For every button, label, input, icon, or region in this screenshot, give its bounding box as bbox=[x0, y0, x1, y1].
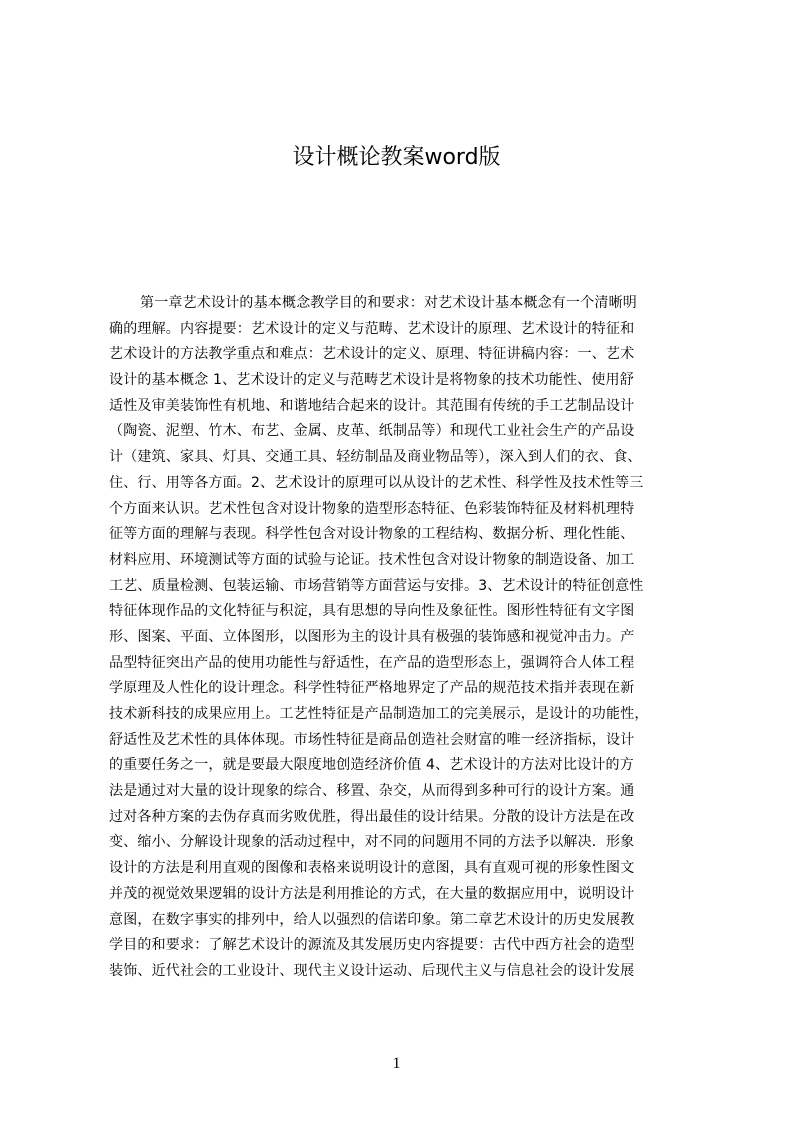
paragraph-line: 第一章艺术设计的基本概念教学目的和要求：对艺术设计基本概念有一个清晰明 bbox=[140, 295, 637, 311]
paragraph-line: 变、缩小、分解设计现象的活动过程中，对不同的问题用不同的方法予以解决．形象 bbox=[109, 834, 635, 851]
paragraph-line: 确的理解。内容提要：艺术设计的定义与范畴、艺术设计的原理、艺术设计的特征和 bbox=[109, 320, 635, 337]
document-body bbox=[109, 291, 699, 985]
paragraph-line: （陶瓷、泥塑、竹木、布艺、金属、皮革、纸制品等）和现代工业社会生产的产品设 bbox=[109, 423, 635, 440]
paragraph-line: 舒适性及艺术性的具体体现。市场性特征是商品创造社会财富的唯一经济指标，设计 bbox=[109, 731, 635, 748]
paragraph-line: 装饰、近代社会的工业设计、现代主义设计运动、后现代主义与信息社会的设计发展 bbox=[109, 962, 635, 979]
document-title: 设计概论教案word版 bbox=[292, 145, 501, 170]
paragraph-line: 设计的基本概念 1、艺术设计的定义与范畴艺术设计是将物象的技术功能性、使用舒 bbox=[109, 372, 634, 389]
paragraph-line: 个方面来认识。艺术性包含对设计物象的造型形态特征、色彩装饰特征及材料机理特 bbox=[109, 500, 635, 517]
paragraph-line: 并茂的视觉效果逻辑的设计方法是利用推论的方式，在大量的数据应用中，说明设计 bbox=[109, 885, 635, 902]
paragraph-line: 征等方面的理解与表现。科学性包含对设计物象的工程结构、数据分析、理化性能、 bbox=[109, 526, 635, 543]
paragraph-line: 计（建筑、家具、灯具、交通工具、轻纺制品及商业物品等），深入到人们的衣、食、 bbox=[109, 449, 642, 466]
paragraph-line: 品型特征突出产品的使用功能性与舒适性，在产品的造型形态上，强调符合人体工程 bbox=[109, 654, 635, 671]
paragraph-line: 的重要任务之一，就是要最大限度地创造经济价值 4、艺术设计的方法对比设计的方 bbox=[109, 757, 634, 774]
paragraph-line: 学原理及人性化的设计理念。科学性特征严格地界定了产品的规范技术指并表现在新 bbox=[109, 680, 635, 697]
paragraph-line: 材料应用、环境测试等方面的试验与论证。技术性包含对设计物象的制造设备、加工 bbox=[109, 551, 635, 568]
paragraph-line: 技术新科技的成果应用上。工艺性特征是产品制造加工的完美展示，是设计的功能性， bbox=[109, 706, 649, 722]
paragraph-line: 意图，在数字事实的排列中，给人以强烈的信诺印象。第二章艺术设计的历史发展教 bbox=[109, 911, 635, 928]
paragraph-line: 特征体现作品的文化特征与积淀，具有思想的导向性及象征性。图形性特征有文字图 bbox=[109, 603, 635, 620]
paragraph-line: 适性及审美装饰性有机地、和谐地结合起来的设计。其范围有传统的手工艺制品设计 bbox=[109, 397, 635, 414]
page-number: 1 bbox=[392, 1055, 401, 1072]
paragraph-line: 艺术设计的方法教学重点和难点：艺术设计的定义、原理、特征讲稿内容：一、艺术 bbox=[109, 346, 635, 363]
paragraph-line: 法是通过对大量的设计现象的综合、移置、杂交，从而得到多种可行的设计方案。通 bbox=[109, 783, 635, 800]
paragraph-line: 工艺、质量检测、包装运输、市场营销等方面营运与安排。3、艺术设计的特征创意性 bbox=[109, 577, 644, 594]
paragraph-line: 形、图案、平面、立体图形，以图形为主的设计具有极强的装饰感和视觉冲击力。产 bbox=[109, 628, 635, 645]
paragraph-line: 过对各种方案的去伪存真而劣败优胜，得出最佳的设计结果。分散的设计方法是在改 bbox=[109, 808, 635, 825]
paragraph-line: 设计的方法是利用直观的图像和表格来说明设计的意图，具有直观可视的形象性图文 bbox=[109, 860, 635, 877]
paragraph-line: 学目的和要求：了解艺术设计的源流及其发展历史内容提要：古代中西方社会的造型 bbox=[109, 937, 635, 954]
paragraph-line: 住、行、用等各方面。2、艺术设计的原理可以从设计的艺术性、科学性及技术性等三 bbox=[109, 474, 644, 491]
